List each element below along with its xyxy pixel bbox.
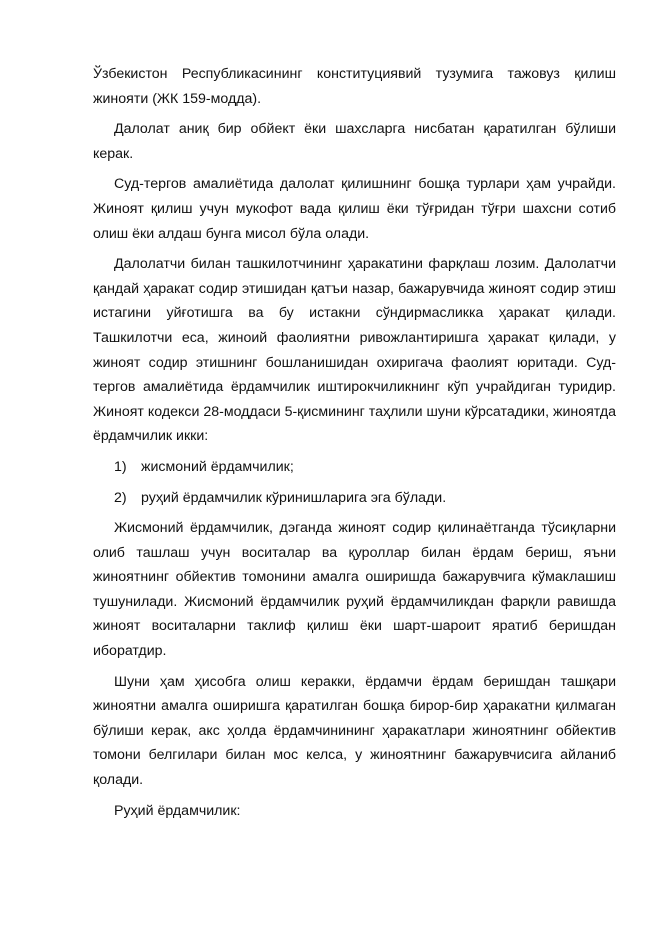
paragraph-instigator: Далолатчи билан ташкилотчининг ҳаракатини фарқлаш лозим. Далолатчи қандай ҳаракат содир этишидан қатъи назар, бажарувчида жиноят содир этиш истагини уйғотишга ва бу истакни сўндирмасликка ҳаракат қилади. Ташкилотчи еса, жиноий фаолиятни ривожлантиришга ҳаракат қилади, у жиноят содир этишнинг бошланишидан охиригача фаолият юритади. Суд-тергов амалиётида ёрдамчилик иштирокчиликнинг кўп учрайдиган туридир. Жиноят кодекси 28-моддаси 5-қисмининг таҳлили шуни кўрсатадики, жиноятда ёрдамчилик икки: xyxy=(93,256,616,445)
list-text: жисмоний ёрдамчилик; xyxy=(141,458,294,475)
paragraph-practice: Суд-тергов амалиётида далолат қилишнинг бошқа турлари ҳам учрайди. Жиноят қилиш учун мукофот вада қилиш ёки тўғридан тўғри шахсни сотиб олиш ёки алдаш бунга мисол бўла олади. xyxy=(93,176,616,242)
list-text: руҳий ёрдамчилик кўринишларига эга бўлади. xyxy=(141,489,447,506)
list-item xyxy=(93,486,616,511)
list-item xyxy=(93,455,616,480)
paragraph-object: Далолат аниқ бир обйект ёки шахсларга нисбатан қаратилган бўлиши керак. xyxy=(93,121,616,162)
list-number: 1) xyxy=(114,458,127,475)
paragraph-physical-aid: Жисмоний ёрдамчилик, дэганда жиноят содир қилинаётганда тўсиқларни олиб ташлаш учун воситалар ва қуроллар билан ёрдам бериш, яъни жиноятнинг обйектив томонини амалга оширишда бажарувчига кўмаклашиш тушунилади. Жисмоний ёрдамчилик руҳий ёрдамчиликдан фарқли равишда жиноят воситаларни таклиф қилиш ёки шарт-шароит яратиб беришдан иборатдир. xyxy=(93,520,616,660)
paragraph-psychological-aid: Руҳий ёрдамчилик: xyxy=(114,802,241,819)
paragraph-intro: Ўзбекистон Республикасининг конституциявий тузумига тажовуз қилиш жинояти (ЖК 159-модда). xyxy=(93,66,616,107)
list-number: 2) xyxy=(114,489,127,506)
paragraph-accomplice-note: Шуни ҳам ҳисобга олиш керакки, ёрдамчи ёрдам беришдан ташқари жиноятни амалга оширишга қаратилган бошқа бирор-бир ҳаракатни қилмаган бўлиши керак, акс ҳолда ёрдамчинининг ҳаракатлари жиноятнинг обйектив томони белгилари билан мос келса, у жиноятнинг бажарувчисига айланиб қолади. xyxy=(93,673,616,789)
